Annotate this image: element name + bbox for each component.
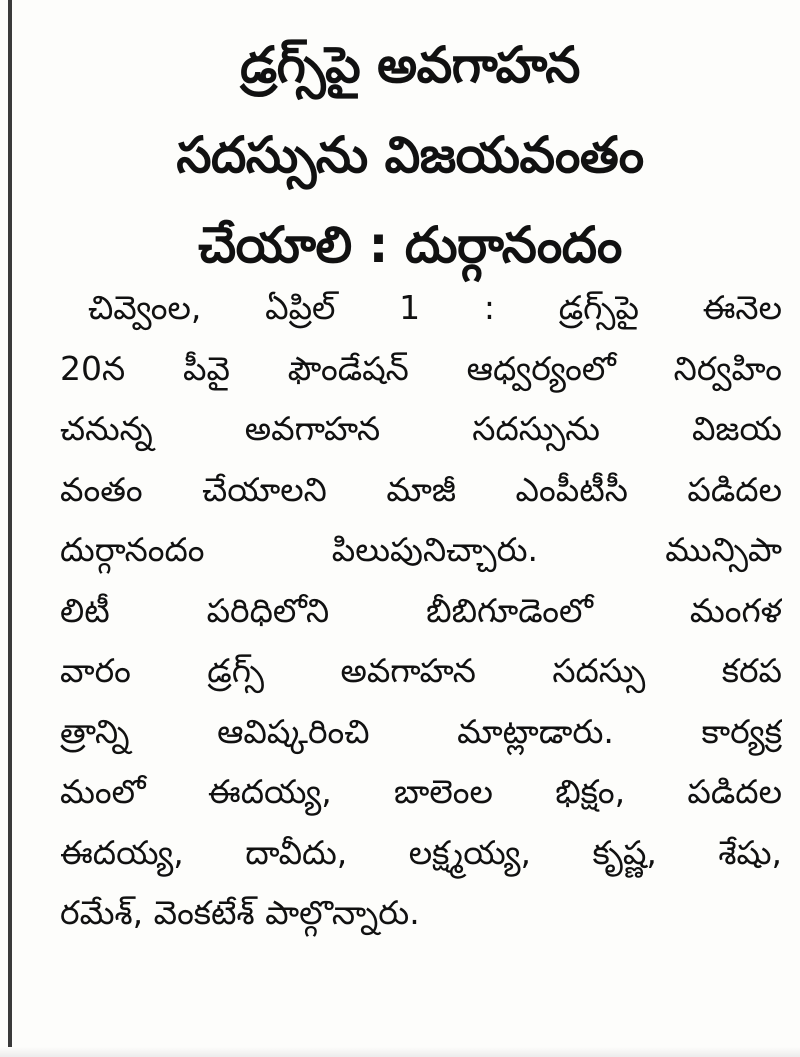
body-line-8: త్రాన్ని ఆవిష్కరించి మాట్లాడారు. కార్యక్ర	[60, 711, 782, 751]
body-line-7: వారం డ్రగ్స్ అవగాహన సదస్సు కరప	[60, 651, 782, 690]
body-line-4: వంతం చేయాలని మాజీ ఎంపీటీసీ పడిదల	[60, 469, 782, 509]
body-line-10: ఈదయ్య, దావీదు, లక్ష్మయ్య, కృష్ణ, శేషు,	[60, 832, 782, 872]
body-line-9: మంలో ఈదయ్య, బాలెంల భిక్షం, పడిదల	[60, 772, 782, 811]
body-line-2: 20న పీవై ఫౌండేషన్ ఆధ్వర్యంలో నిర్వహిం	[60, 348, 782, 388]
body-line-5: దుర్గానందం పిలుపునిచ్చారు. మున్సిపా	[60, 530, 782, 569]
column-divider	[8, 0, 12, 1057]
headline-line-2: సదస్సును విజయవంతం	[176, 126, 644, 184]
article-body	[60, 278, 782, 944]
page-edge	[0, 1047, 800, 1057]
body-line-1: చివ్వెంల, ఏప్రిల్ 1 : డ్రగ్స్‌పై ఈనెల	[88, 288, 782, 327]
body-line-3: చనున్న అవగాహన సదస్సును విజయ	[60, 409, 782, 448]
headline	[40, 20, 780, 290]
headline-line-1: డ్రగ్స్‌పై అవగాహన	[240, 36, 580, 94]
body-line-11: రమేశ్, వెంకటేశ్ పాల్గొన్నారు.	[60, 893, 420, 932]
headline-line-3: చేయాలి : దుర్గానందం	[198, 216, 622, 274]
body-line-6: లిటీ పరిధిలోని బీబిగూడెంలో మంగళ	[60, 590, 782, 630]
